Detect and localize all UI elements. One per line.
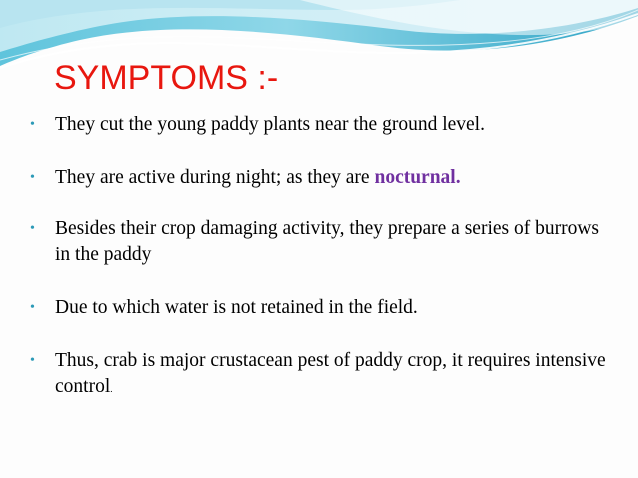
bullet-item [30, 348, 615, 402]
slide-title: SYMPTOMS :- [54, 59, 279, 97]
bullet-item [30, 112, 615, 138]
bullet-list [30, 112, 615, 429]
bullet-marker: • [30, 117, 35, 132]
bullet-item [30, 295, 615, 321]
bullet-text: They cut the young paddy plants near the ground level. [55, 114, 485, 135]
bullet-text: They are active during night; as they are [55, 167, 375, 188]
bullet-marker: • [30, 221, 35, 236]
bullet-text: Thus, crab is major crustacean pest of paddy crop, it requires intensive control [55, 350, 606, 397]
bullet-trailing-period: . [110, 384, 113, 394]
bullet-marker: • [30, 300, 35, 315]
bullet-item [30, 216, 615, 268]
bullet-item [30, 165, 615, 191]
bullet-text: Besides their crop damaging activity, they prepare a series of burrows in the paddy [55, 218, 600, 265]
bullet-marker: • [30, 353, 35, 368]
bullet-text: Due to which water is not retained in the field. [55, 297, 418, 318]
highlighted-term: nocturnal. [374, 167, 461, 188]
bullet-marker: • [30, 170, 35, 185]
